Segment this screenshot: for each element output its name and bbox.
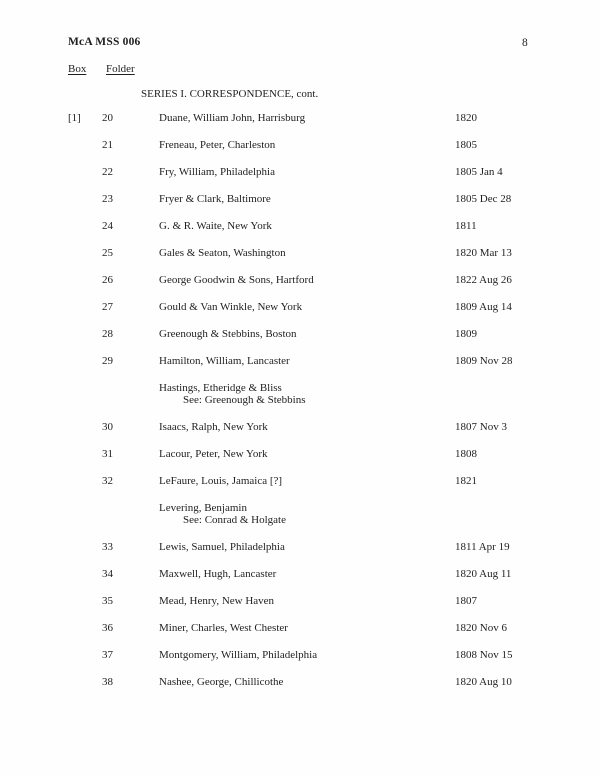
entry-folder: 34 — [102, 568, 113, 580]
entry-row — [68, 247, 600, 259]
entry-date: 1808 Nov 15 — [455, 649, 513, 661]
entry-name: Greenough & Stebbins, Boston — [159, 328, 297, 340]
entry-name-block — [159, 355, 455, 367]
entry-name-block — [159, 382, 455, 406]
entry-name: Isaacs, Ralph, New York — [159, 421, 268, 433]
entry-name-block — [159, 328, 455, 340]
column-header-box: Box — [68, 63, 87, 75]
entry-date — [455, 382, 600, 406]
entry-folder: 29 — [102, 355, 113, 367]
entry-see-reference: See: Conrad & Holgate — [183, 514, 286, 526]
entry-name-block — [159, 112, 455, 124]
entry-folder: 32 — [102, 475, 113, 487]
entry-folder: 23 — [102, 193, 113, 205]
entry-name-block — [159, 676, 455, 688]
entry-see-reference: See: Greenough & Stebbins — [183, 394, 306, 406]
entry-name-block — [159, 166, 455, 178]
entry-name: Nashee, George, Chillicothe — [159, 676, 284, 688]
entry-name: Fryer & Clark, Baltimore — [159, 193, 271, 205]
entry-box: [1] — [68, 112, 81, 124]
entry-date: 1805 Dec 28 — [455, 193, 512, 205]
entry-date: 1807 — [455, 595, 477, 607]
entry-name-block — [159, 622, 455, 634]
entry-folder: 35 — [102, 595, 113, 607]
entry-box — [68, 649, 102, 661]
entry-name-block — [159, 475, 455, 487]
entry-name-block — [159, 448, 455, 460]
entry-name: LeFaure, Louis, Jamaica [?] — [159, 475, 283, 487]
entry-name-block — [159, 301, 455, 313]
entry-box — [68, 220, 102, 232]
entry-box — [68, 448, 102, 460]
entry-row — [68, 448, 600, 460]
entry-row — [68, 541, 600, 553]
entry-box — [68, 676, 102, 688]
entry-name: Miner, Charles, West Chester — [159, 622, 288, 634]
entry-name-block — [159, 541, 455, 553]
entry-row — [68, 622, 600, 634]
entry-name: Fry, William, Philadelphia — [159, 166, 275, 178]
entry-row — [68, 676, 600, 688]
entry-folder: 30 — [102, 421, 113, 433]
entry-box — [68, 274, 102, 286]
entry-name: Lacour, Peter, New York — [159, 448, 268, 460]
entry-row — [68, 328, 600, 340]
entry-date: 1809 — [455, 328, 477, 340]
collection-id-title: McA MSS 006 — [68, 36, 141, 48]
entry-folder — [102, 502, 159, 526]
entry-row — [68, 166, 600, 178]
entry-row — [68, 475, 600, 487]
entry-folder: 20 — [102, 112, 113, 124]
entry-box — [68, 193, 102, 205]
entry-date — [455, 502, 600, 526]
entry-box — [68, 475, 102, 487]
entry-folder: 36 — [102, 622, 113, 634]
entry-name: Maxwell, Hugh, Lancaster — [159, 568, 277, 580]
entry-date: 1820 Aug 10 — [455, 676, 512, 688]
entry-box — [68, 502, 102, 526]
entry-date: 1805 — [455, 139, 477, 151]
entry-box — [68, 247, 102, 259]
entry-date: 1820 Nov 6 — [455, 622, 507, 634]
entry-folder: 28 — [102, 328, 113, 340]
entry-row — [68, 274, 600, 286]
entry-name-block — [159, 274, 455, 286]
entry-date: 1805 Jan 4 — [455, 166, 503, 178]
entry-box — [68, 595, 102, 607]
entry-box — [68, 166, 102, 178]
entry-date: 1808 — [455, 448, 477, 460]
entry-name: Hastings, Etheridge & Bliss — [159, 382, 282, 394]
entry-name: Montgomery, William, Philadelphia — [159, 649, 318, 661]
entry-folder: 21 — [102, 139, 113, 151]
entry-box — [68, 139, 102, 151]
entry-row — [68, 301, 600, 313]
entry-folder: 38 — [102, 676, 113, 688]
entry-name-block — [159, 193, 455, 205]
entry-date: 1811 Apr 19 — [455, 541, 510, 553]
entry-name-block — [159, 139, 455, 151]
entry-row — [68, 502, 600, 526]
entry-name: Levering, Benjamin — [159, 502, 247, 514]
entry-name: Freneau, Peter, Charleston — [159, 139, 276, 151]
entry-name: George Goodwin & Sons, Hartford — [159, 274, 314, 286]
entry-folder: 37 — [102, 649, 113, 661]
entry-date: 1822 Aug 26 — [455, 274, 512, 286]
entry-date: 1820 Aug 11 — [455, 568, 512, 580]
entry-name-block — [159, 595, 455, 607]
entry-box — [68, 382, 102, 406]
entry-name: G. & R. Waite, New York — [159, 220, 272, 232]
entry-row — [68, 421, 600, 433]
entry-date: 1811 — [455, 220, 477, 232]
entry-name: Gales & Seaton, Washington — [159, 247, 286, 259]
entry-folder: 26 — [102, 274, 113, 286]
entries-list — [0, 112, 600, 703]
entry-name: Lewis, Samuel, Philadelphia — [159, 541, 285, 553]
entry-box — [68, 328, 102, 340]
entry-date: 1809 Aug 14 — [455, 301, 512, 313]
entry-box — [68, 622, 102, 634]
entry-name: Gould & Van Winkle, New York — [159, 301, 303, 313]
entry-name-block — [159, 649, 455, 661]
entry-name: Mead, Henry, New Haven — [159, 595, 275, 607]
entry-name-block — [159, 247, 455, 259]
entry-date: 1809 Nov 28 — [455, 355, 513, 367]
entry-row — [68, 568, 600, 580]
entry-row — [68, 382, 600, 406]
series-heading: SERIES I. CORRESPONDENCE, cont. — [141, 88, 319, 100]
entry-row — [68, 595, 600, 607]
entry-row — [68, 220, 600, 232]
entry-box — [68, 355, 102, 367]
entry-name-block — [159, 220, 455, 232]
entry-date: 1820 Mar 13 — [455, 247, 512, 259]
entry-name-block — [159, 421, 455, 433]
entry-folder: 33 — [102, 541, 113, 553]
entry-box — [68, 421, 102, 433]
entry-folder — [102, 382, 159, 406]
entry-folder: 25 — [102, 247, 113, 259]
entry-date: 1807 Nov 3 — [455, 421, 507, 433]
entry-row — [68, 193, 600, 205]
entry-folder: 27 — [102, 301, 113, 313]
entry-folder: 22 — [102, 166, 113, 178]
column-header-folder: Folder — [106, 63, 135, 75]
entry-name: Hamilton, William, Lancaster — [159, 355, 290, 367]
entry-row — [68, 355, 600, 367]
entry-date: 1821 — [455, 475, 477, 487]
entry-row — [68, 112, 600, 124]
entry-box — [68, 301, 102, 313]
entry-row — [68, 649, 600, 661]
entry-box — [68, 541, 102, 553]
entry-date: 1820 — [455, 112, 477, 124]
page-number: 8 — [522, 37, 528, 49]
entry-name-block — [159, 568, 455, 580]
entry-box — [68, 568, 102, 580]
entry-folder: 31 — [102, 448, 113, 460]
entry-folder: 24 — [102, 220, 113, 232]
entry-name-block — [159, 502, 455, 526]
entry-name: Duane, William John, Harrisburg — [159, 112, 306, 124]
entry-row — [68, 139, 600, 151]
